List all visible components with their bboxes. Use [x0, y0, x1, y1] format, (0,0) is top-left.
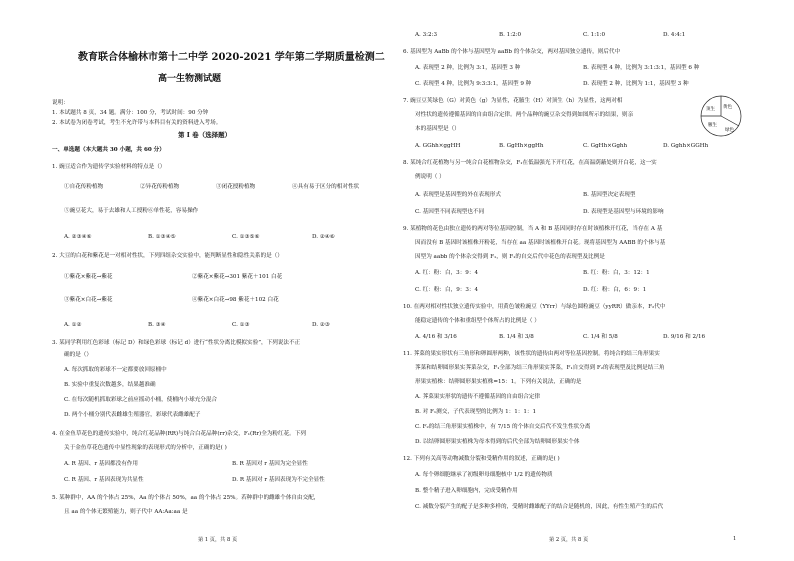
- choice: C. 表现型 4 种，比例为 9:3:3:1，基因型 9 种: [415, 81, 532, 87]
- choice: A. 4/16 和 3/16: [415, 334, 457, 340]
- question-stem: 11. 荠菜的果实形状有三角形和卵圆形两种，该性状的遗传由两对等位基因控制。将纯合的结三角形果实: [403, 351, 660, 357]
- question-option: B. 实验中重复次数越多，结果越准确: [64, 382, 156, 388]
- question-stem: 5. 某种群中，AA 的个体占 25%，Aa 的个体占 50%，aa 的个体占 25%。若种群中的雌雄个体自由交配，: [52, 495, 320, 501]
- question-stem: 能稳定遗传的个体和重组型个体所占的比例是（ ）: [415, 318, 540, 324]
- question-option: ①自花传粉植物: [64, 184, 104, 190]
- section-title: 第 I 卷（选择题）: [178, 131, 232, 139]
- choice: A. 表现型 2 种，比例为 3:1，基因型 3 种: [415, 65, 521, 71]
- choice: B. 表现型 4 种，比例为 3:1:3:1，基因型 6 种: [583, 65, 700, 71]
- question-stem: 12. 下列有关高等动物减数分裂和受精作用的叙述，正确的是( ): [403, 456, 560, 462]
- question-option: D. 两个小桶分别代表雌雄生殖器官，彩球代表雌雄配子: [64, 412, 201, 418]
- question-stem: 8. 某纯合红花植物与另一纯合白花植物杂交，F₁在低温强光下开红花，在高温荫蔽处则开白花，这一实: [403, 160, 657, 166]
- choice: C. R 基因、r 基因表现为共显性: [64, 477, 144, 483]
- exam-subtitle: 高一生物测试题: [158, 74, 222, 84]
- question-stem: 对性状的遗传遵循基因的自由组合定律。两个品种的豌豆杂交得到如图所示的结果，则亲: [415, 112, 634, 118]
- choice: A. ①②: [64, 322, 82, 328]
- question-option: ③紫花×白花→紫花: [64, 297, 113, 303]
- page-footer: 第 2 页，共 8 页: [549, 537, 589, 543]
- question-option: D. 以结卵圆形果实植株为母本得到的后代全部为结卵圆形果实个体: [415, 439, 580, 445]
- choice: C. GgHh×Gghh: [583, 143, 628, 149]
- choice: B. 红：粉：白，3：12：1: [583, 270, 650, 276]
- choice: A. R 基因、r 基因都没有作用: [64, 461, 138, 467]
- question-stem: 形果实植株：结卵圆形果实植株=15：1。下列有关说法，正确的是: [415, 379, 582, 385]
- choice: D. ②④⑥: [312, 234, 335, 240]
- pie-divider: [721, 116, 739, 126]
- part-title: 一、单选题（本大题共 30 小题，共 60 分）: [52, 147, 165, 153]
- question-stem: 3. 某同学利用红色彩球（标记 D）和绿色彩球（标记 d）进行“性状分离比模拟实验”，下列说法不正: [52, 340, 301, 346]
- question-option: C. 在每次随机抓取彩球之前应摇动小桶，使桶内小球充分混合: [64, 397, 218, 403]
- question-option: A. 表现型是基因型的外在表现形式: [415, 192, 501, 198]
- question-stem: 例说明（ ）: [415, 174, 445, 180]
- choice: B. GgHh×ggHh: [499, 143, 544, 149]
- choice: C. ①③: [232, 322, 250, 328]
- choice: D. 4:4:1: [663, 32, 686, 38]
- question-stem: 4. 在金鱼草花色的遗传实验中，纯合红花品种(RR)与纯合白花品种(rr)杂交，F₁(Rr)全为粉红花。下列: [52, 431, 306, 437]
- question-stem: 7. 豌豆豆荚绿色（G）对黄色（g）为显性，花腋生（H）对顶生（h）为显性，这两对相: [403, 98, 623, 104]
- choice: A. GGhh×ggHH: [415, 143, 461, 149]
- question-stem: 本的基因型是（）: [415, 126, 460, 132]
- question-option: ④紫花×白花→98 紫花＋102 白花: [192, 297, 279, 303]
- question-option: A. 每次抓取的彩球不一定都要放回原桶中: [64, 367, 167, 373]
- pie-label: 黄色: [723, 105, 732, 110]
- question-option: B. 基因型决定表现型: [583, 192, 636, 198]
- choice: D. 红：粉：白，6：9：1: [583, 287, 647, 293]
- question-stem: 1. 豌豆适合作为遗传学实验材料的特点是（）: [52, 164, 166, 170]
- question-option: B. 对 F₁测交，子代表现型的比例为 1：1：1：1: [415, 409, 537, 415]
- pie-label: 顶生: [706, 107, 715, 112]
- question-option: ⑤豌豆花大，易于去雄和人工授粉⑥单性花，容易操作: [64, 208, 199, 214]
- choice: D. 表现型 2 种，比例为 1:1，基因型 3 种: [583, 81, 689, 87]
- question-option: ②紫花×紫花→301 紫花＋101 白花: [192, 274, 283, 280]
- choice: B. ①③④⑤: [148, 234, 176, 240]
- question-option: C. F₂的结三角形果实植株中，有 7/15 的个体自交后代不发生性状分离: [415, 424, 591, 430]
- question-option: C. 基因型不同表现型也不同: [415, 209, 485, 215]
- question-option: B. 整个精子进入卵细胞内，完成受精作用: [415, 488, 518, 494]
- question-stem: 6. 基因型为 AaBb 的个体与基因型为 aaBb 的个体杂交，两对基因独立遗传，则后代中: [403, 49, 621, 55]
- choice: C. ①③⑤⑥: [232, 234, 260, 240]
- note-line: 1. 本试题共 8 页，34 题。满分：100 分，考试时间：90 分钟: [52, 110, 209, 116]
- choice: B. 1:2:0: [499, 32, 522, 38]
- question-option: ③闭花授粉植物: [216, 184, 256, 190]
- question-option: A. 荠菜果实形状的遗传不遵循基因的自由组合定律: [415, 394, 541, 400]
- question-stem: 且 aa 的个体无繁殖能力，则子代中 AA:Aa:aa 是: [64, 509, 188, 515]
- question-option: C. 减数分裂产生的配子是多种多样的，受精时雌雄配子的结合是随机的，因此，有性生殖产生的后代: [415, 504, 664, 510]
- right-column: [403, 0, 743, 561]
- choice: D. ②③: [312, 322, 330, 328]
- choice: A. ②③④⑥: [64, 234, 92, 240]
- question-stem: 确的是（）: [64, 352, 92, 358]
- question-option: D. 表现型是基因型与环境的影响: [583, 209, 664, 215]
- question-stem: 10. 在两对相对性状独立遗传实验中，用黄色皱粒豌豆（YYrr）与绿色圆粒豌豆（yyRR）做亲本，F₂代中: [403, 304, 666, 310]
- choice: D. Gghh×GGHh: [663, 143, 709, 149]
- choice: D. 9/16 和 2/16: [663, 334, 706, 340]
- pie-label: 腋生: [708, 123, 717, 128]
- choice: C. 红：粉：白，9：3：4: [415, 287, 479, 293]
- page-footer: 第 1 页，共 8 页: [198, 537, 238, 543]
- question-stem: 荠菜和结卵圆形果实荠菜杂交，F₁全部为结三角形果实荠菜，F₁自交得到 F₂的表现型及比例是结三角: [415, 365, 665, 371]
- note-line: 2. 本试卷为闭卷考试，考生不允许带与本科目有关的资料进入考场。: [52, 120, 222, 126]
- question-stem: 关于金鱼草花色遗传中显性现象的表现形式的分析中，正确的是( ): [64, 445, 227, 451]
- question-option: ①紫花×紫花→紫花: [64, 274, 113, 280]
- pie-figure: [699, 94, 743, 138]
- choice: B. ③④: [148, 322, 166, 328]
- question-stem: 2. 大豆的白花和紫花是一对相对性状，下列四组杂交实验中，能判断显性和隐性关系的是（）: [52, 253, 283, 259]
- question-option: ④具有易于区分的相对性状: [292, 184, 360, 190]
- choice: A. 红：粉：白，3：9：4: [415, 270, 479, 276]
- question-stem: 9. 某植物的花色由独立遗传的两对等位基因控制，当 A 和 B 基因同时存在时该植株开红花，当存在 A 基: [403, 226, 663, 232]
- question-stem: 因而没有 B 基因时该植株开粉花，当存在 aa 基因时该植株开白花。现将基因型为 AABB 的个体与基: [415, 240, 666, 246]
- choice: D. R 基因对 r 基因表现为不完全显性: [232, 477, 325, 483]
- question-option: A. 每个卵细胞继承了初级卵母细胞核中 1/2 的遗传物质: [415, 472, 553, 478]
- left-column: [52, 0, 392, 561]
- notes-title: 说明：: [52, 100, 69, 106]
- choice: B. 1/4 和 3/8: [499, 334, 534, 340]
- question-option: ②异花传粉植物: [140, 184, 180, 190]
- pie-label: 绿色: [725, 128, 734, 133]
- choice: A. 3:2:3: [415, 32, 438, 38]
- page-number: 1: [733, 536, 737, 542]
- exam-title: 教育联合体榆林市第十二中学 2020-2021 学年第二学期质量检测二: [78, 52, 385, 63]
- choice: B. R 基因对 r 基因为完全显性: [232, 461, 308, 467]
- choice: C. 1:1:0: [583, 32, 606, 38]
- choice: C. 1/4 和 5/8: [583, 334, 618, 340]
- question-stem: 因型为 aabb 的个体杂交得到 F₁，则 F₁的自交后代中花色的表现型及比例是: [415, 254, 605, 260]
